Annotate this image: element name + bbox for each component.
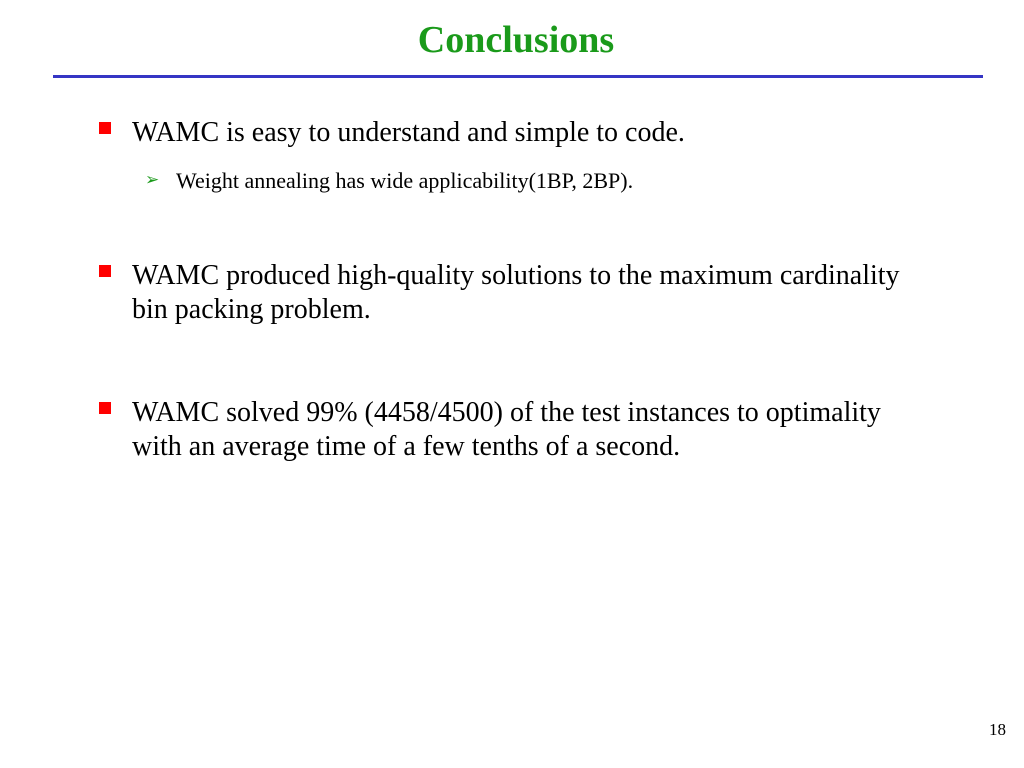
square-bullet-icon	[99, 402, 111, 414]
slide-title: Conclusions	[417, 19, 615, 61]
sub-bullet-text: Weight annealing has wide applicability(1BP, 2BP).	[176, 168, 634, 193]
page-number: 18	[989, 720, 1006, 739]
bullet-text: WAMC is easy to understand and simple to code.	[132, 117, 685, 148]
title-divider	[53, 75, 983, 78]
square-bullet-icon	[99, 265, 111, 277]
square-bullet-icon	[99, 122, 111, 134]
bullet-text: WAMC solved 99% (4458/4500) of the test instances to optimality with an average time of a few tenths of a second.	[132, 397, 881, 462]
bullet-text: WAMC produced high-quality solutions to the maximum cardinality bin packing problem.	[132, 260, 900, 325]
arrowhead-bullet-icon: ➢	[145, 170, 160, 190]
